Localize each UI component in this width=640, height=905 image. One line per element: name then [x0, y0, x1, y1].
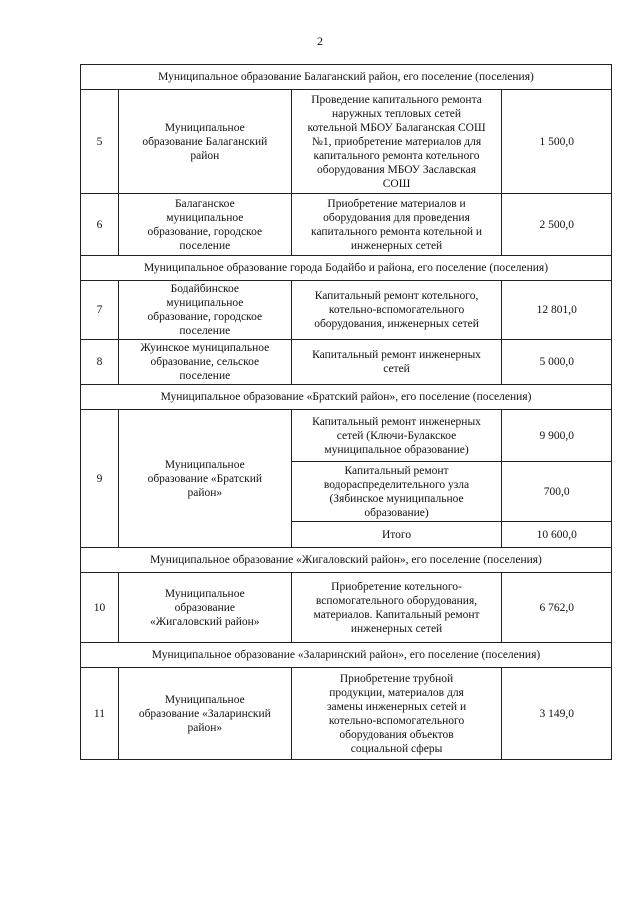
row-number: 8	[81, 340, 119, 385]
row-number: 11	[81, 668, 119, 760]
group-header-bodaibo	[81, 256, 612, 281]
group-header-text: Муниципальное образование Балаганский район, его поселение (поселения)	[81, 65, 612, 90]
row-number: 5	[81, 90, 119, 194]
table-row	[81, 90, 612, 194]
table-row	[81, 340, 612, 385]
description-cell: Приобретение трубной продукции, материалов для замены инженерных сетей и котельно-вспомогательного оборудования объектов социальной сферы	[291, 668, 502, 760]
amount-cell: 12 801,0	[502, 281, 612, 340]
amount-cell: 1 500,0	[502, 90, 612, 194]
amount-cell: 5 000,0	[502, 340, 612, 385]
total-amount: 10 600,0	[502, 522, 612, 548]
table-row	[81, 281, 612, 340]
group-header-bratsky	[81, 385, 612, 410]
municipality-cell: Жуинское муниципальное образование, сельское поселение	[118, 340, 291, 385]
table-row	[81, 410, 612, 462]
row-number: 9	[81, 410, 119, 548]
description-cell: Капитальный ремонт инженерных сетей (Ключи-Булакское муниципальное образование)	[291, 410, 502, 462]
table-row	[81, 668, 612, 760]
table-row	[81, 194, 612, 256]
page-number: 2	[317, 34, 323, 48]
municipality-cell: Муниципальное образование «Заларинский район»	[118, 668, 291, 760]
table-row	[81, 573, 612, 643]
description-cell: Проведение капитального ремонта наружных тепловых сетей котельной МБОУ Балаганская СОШ №1, приобретение материалов для капитального ремонта котельного оборудования МБОУ Заславская СОШ	[291, 90, 502, 194]
description-cell: Капитальный ремонт котельного, котельно-вспомогательного оборудования, инженерных сетей	[291, 281, 502, 340]
municipality-cell: Балаганское муниципальное образование, городское поселение	[118, 194, 291, 256]
municipality-cell: Муниципальное образование «Жигаловский район»	[118, 573, 291, 643]
municipality-cell: Бодайбинское муниципальное образование, городское поселение	[118, 281, 291, 340]
amount-cell: 9 900,0	[502, 410, 612, 462]
description-cell: Приобретение котельного- вспомогательного оборудования, материалов. Капитальный ремонт инженерных сетей	[291, 573, 502, 643]
municipality-cell: Муниципальное образование Балаганский район	[118, 90, 291, 194]
amount-cell: 3 149,0	[502, 668, 612, 760]
row-number: 7	[81, 281, 119, 340]
group-header-text: Муниципальное образование «Заларинский район», его поселение (поселения)	[81, 643, 612, 668]
description-cell: Приобретение материалов и оборудования для проведения капитального ремонта котельной и инженерных сетей	[291, 194, 502, 256]
total-label: Итого	[291, 522, 502, 548]
amount-cell: 6 762,0	[502, 573, 612, 643]
description-cell: Капитальный ремонт водораспределительного узла (Зябинское муниципальное образование)	[291, 462, 502, 522]
row-number: 10	[81, 573, 119, 643]
funding-table	[80, 64, 612, 760]
group-header-text: Муниципальное образование «Жигаловский район», его поселение (поселения)	[81, 548, 612, 573]
description-cell: Капитальный ремонт инженерных сетей	[291, 340, 502, 385]
group-header-zhigalovsky	[81, 548, 612, 573]
group-header-balagansky	[81, 65, 612, 90]
group-header-zalarinsky	[81, 643, 612, 668]
group-header-text: Муниципальное образование «Братский район», его поселение (поселения)	[81, 385, 612, 410]
amount-cell: 2 500,0	[502, 194, 612, 256]
amount-cell: 700,0	[502, 462, 612, 522]
group-header-text: Муниципальное образование города Бодайбо и района, его поселение (поселения)	[81, 256, 612, 281]
municipality-cell: Муниципальное образование «Братский район»	[118, 410, 291, 548]
row-number: 6	[81, 194, 119, 256]
